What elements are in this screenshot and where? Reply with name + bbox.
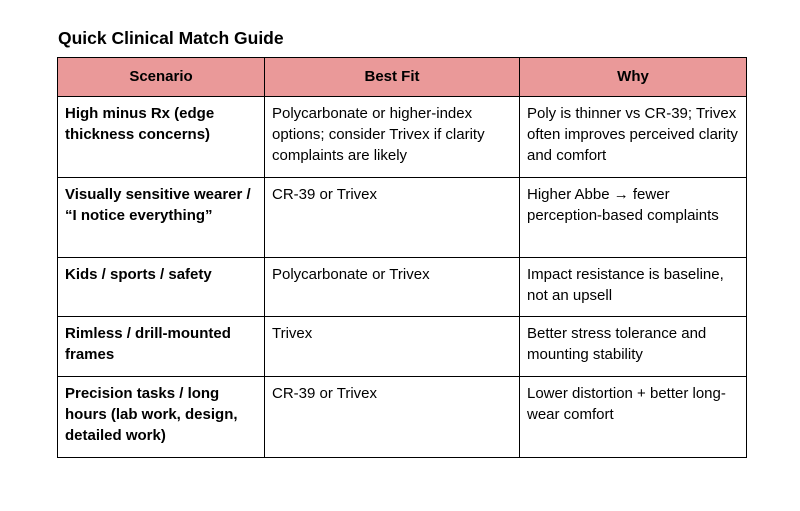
why-cell: Impact resistance is baseline, not an upsell <box>520 258 747 317</box>
scenario-cell: High minus Rx (edge thickness concerns) <box>58 97 265 178</box>
table-row <box>58 97 747 178</box>
why-cell: Higher Abbe → fewer perception-based complaints <box>520 178 747 258</box>
table-row <box>58 317 747 377</box>
scenario-cell: Visually sensitive wearer / “I notice everything” <box>58 178 265 258</box>
why-cell: Better stress tolerance and mounting stability <box>520 317 747 377</box>
column-header-scenario: Scenario <box>58 58 265 97</box>
best-fit-cell: CR-39 or Trivex <box>265 178 520 258</box>
why-cell: Poly is thinner vs CR-39; Trivex often improves perceived clarity and comfort <box>520 97 747 178</box>
table-row <box>58 258 747 317</box>
why-cell: Lower distortion + better long-wear comfort <box>520 377 747 458</box>
best-fit-cell: CR-39 or Trivex <box>265 377 520 458</box>
table-row <box>58 377 747 458</box>
scenario-cell: Kids / sports / safety <box>58 258 265 317</box>
table-row <box>58 178 747 258</box>
scenario-cell: Precision tasks / long hours (lab work, design, detailed work) <box>58 377 265 458</box>
clinical-match-table <box>57 57 747 458</box>
page-title: Quick Clinical Match Guide <box>58 28 284 48</box>
best-fit-cell: Trivex <box>265 317 520 377</box>
best-fit-cell: Polycarbonate or higher-index options; consider Trivex if clarity complaints are likely <box>265 97 520 178</box>
best-fit-cell: Polycarbonate or Trivex <box>265 258 520 317</box>
column-header-best-fit: Best Fit <box>265 58 520 97</box>
column-header-why: Why <box>520 58 747 97</box>
scenario-cell: Rimless / drill-mounted frames <box>58 317 265 377</box>
table-header-row <box>58 58 747 97</box>
